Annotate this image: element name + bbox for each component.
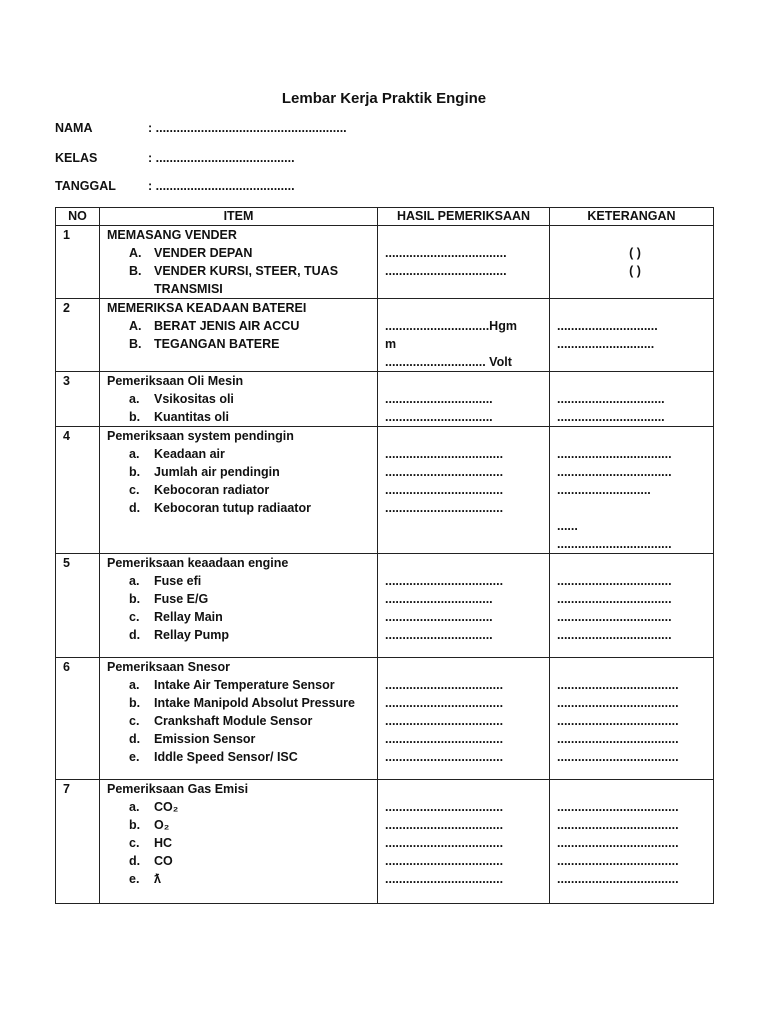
- sub-item-text: Kebocoran radiator: [154, 483, 270, 497]
- hasil-line[interactable]: ..................................: [385, 447, 504, 461]
- sub-item-text: Vsikositas oli: [154, 392, 234, 406]
- hasil-line[interactable]: ..................................: [385, 800, 504, 814]
- keterangan-cell[interactable]: [550, 372, 714, 427]
- keterangan-line[interactable]: ( ): [629, 264, 641, 278]
- hasil-cell[interactable]: [378, 554, 550, 658]
- keterangan-line[interactable]: ...................................: [557, 872, 679, 886]
- keterangan-line[interactable]: [557, 372, 713, 390]
- sub-item-marker: c.: [129, 483, 140, 497]
- col-header-hasil: HASIL PEMERIKSAAN: [378, 208, 550, 226]
- sub-item-text: HC: [154, 836, 173, 850]
- sub-item-marker: B.: [129, 264, 142, 278]
- sub-item: [107, 463, 377, 481]
- keterangan-line[interactable]: ...................................: [557, 714, 679, 728]
- sub-item: [107, 816, 377, 834]
- sub-item-text: Intake Air Temperature Sensor: [154, 678, 335, 692]
- hasil-line[interactable]: ............................. Volt: [385, 355, 512, 369]
- kelas-label: KELAS: [55, 151, 98, 165]
- keterangan-line[interactable]: ...................................: [557, 854, 679, 868]
- sub-item-marker: b.: [129, 465, 141, 479]
- sub-item-text: CO: [154, 854, 173, 868]
- col-header-keterangan: KETERANGAN: [550, 208, 714, 226]
- sub-item-marker: a.: [129, 392, 140, 406]
- sub-item: [107, 590, 377, 608]
- table-row: [56, 372, 714, 427]
- sub-item-marker: b.: [129, 696, 141, 710]
- col-header-item: ITEM: [100, 208, 378, 226]
- hasil-line[interactable]: ...............................: [385, 410, 493, 424]
- row-item-cell: [100, 226, 378, 299]
- row-item-title: Pemeriksaan system pendingin: [107, 429, 294, 443]
- row-item-title: Pemeriksaan Oli Mesin: [107, 374, 244, 388]
- keterangan-line[interactable]: ...................................: [557, 732, 679, 746]
- tanggal-field: [55, 179, 295, 193]
- sub-item: [107, 730, 377, 748]
- hasil-cell[interactable]: [378, 372, 550, 427]
- row-item-cell: [100, 372, 378, 427]
- sub-item: [107, 244, 377, 262]
- keterangan-line[interactable]: ...................................: [557, 818, 679, 832]
- keterangan-line[interactable]: .............................: [557, 319, 658, 333]
- hasil-line[interactable]: [385, 780, 549, 798]
- sub-item: [107, 608, 377, 626]
- sub-item: [107, 694, 377, 712]
- hasil-line[interactable]: ..................................: [385, 714, 504, 728]
- hasil-line[interactable]: [385, 299, 549, 317]
- hasil-cell[interactable]: [378, 780, 550, 904]
- hasil-cell[interactable]: [378, 226, 550, 299]
- sub-item: [107, 748, 377, 766]
- row-item-cell: [100, 658, 378, 780]
- keterangan-line[interactable]: ...................................: [557, 836, 679, 850]
- sub-item-text: VENDER DEPAN: [154, 246, 253, 260]
- nama-value: : .......................................................: [148, 121, 347, 135]
- row-item-title: MEMERIKSA KEADAAN BATEREI: [107, 301, 307, 315]
- hasil-line[interactable]: ..................................: [385, 483, 504, 497]
- keterangan-line[interactable]: .................................: [557, 628, 672, 642]
- hasil-line[interactable]: [385, 427, 549, 445]
- sub-item-marker: A.: [129, 319, 142, 333]
- hasil-line[interactable]: ..................................: [385, 732, 504, 746]
- sub-item-text: TEGANGAN BATERE: [154, 337, 280, 351]
- keterangan-line[interactable]: ...................................: [557, 800, 679, 814]
- sub-item-text: Crankshaft Module Sensor: [154, 714, 313, 728]
- sub-item: [107, 572, 377, 590]
- keterangan-line[interactable]: .................................: [557, 537, 672, 551]
- hasil-line[interactable]: [385, 372, 549, 390]
- row-number: 4: [56, 427, 100, 554]
- sub-item-marker: d.: [129, 854, 141, 868]
- hasil-line[interactable]: ...............................: [385, 592, 493, 606]
- hasil-line[interactable]: ..................................: [385, 836, 504, 850]
- sub-item: [107, 798, 377, 816]
- keterangan-cell[interactable]: [550, 299, 714, 372]
- row-number: 1: [56, 226, 100, 299]
- hasil-line[interactable]: [385, 658, 549, 676]
- sub-item-text: Emission Sensor: [154, 732, 256, 746]
- sub-item-marker: [129, 280, 154, 298]
- hasil-cell[interactable]: [378, 427, 550, 554]
- row-number: 6: [56, 658, 100, 780]
- hasil-line[interactable]: ...............................: [385, 628, 493, 642]
- sub-item-marker: d.: [129, 732, 141, 746]
- sub-item-text: Iddle Speed Sensor/ ISC: [154, 750, 298, 764]
- table-row: [56, 658, 714, 780]
- sub-item-marker: e.: [129, 872, 140, 886]
- sub-item-text: Keadaan air: [154, 447, 225, 461]
- row-item-cell: [100, 780, 378, 904]
- table-row: [56, 226, 714, 299]
- keterangan-line[interactable]: .................................: [557, 447, 672, 461]
- sub-item: [107, 626, 377, 644]
- tanggal-value: : ........................................: [148, 179, 295, 193]
- tanggal-label: TANGGAL: [55, 179, 116, 193]
- sub-item: [107, 834, 377, 852]
- kelas-field: [55, 151, 295, 165]
- sub-item-marker: d.: [129, 501, 141, 515]
- table-header-row: [56, 208, 714, 226]
- sub-item-marker: c.: [129, 714, 140, 728]
- hasil-line[interactable]: [385, 226, 549, 244]
- hasil-line[interactable]: ..................................: [385, 854, 504, 868]
- row-number: 3: [56, 372, 100, 427]
- keterangan-line[interactable]: [557, 299, 713, 317]
- sub-item: [107, 445, 377, 463]
- sub-item: [107, 499, 377, 517]
- nama-label: NAMA: [55, 121, 93, 135]
- hasil-line[interactable]: ..................................: [385, 465, 504, 479]
- keterangan-line[interactable]: .................................: [557, 465, 672, 479]
- row-item-cell: [100, 299, 378, 372]
- sub-item-marker: a.: [129, 800, 140, 814]
- keterangan-line[interactable]: [557, 780, 713, 798]
- sub-item-text: Rellay Pump: [154, 628, 230, 642]
- keterangan-line[interactable]: ...........................: [557, 483, 651, 497]
- sub-item-text: VENDER KURSI, STEER, TUAS: [154, 264, 339, 278]
- row-item-title: Pemeriksaan Snesor: [107, 660, 230, 674]
- sub-item: [107, 712, 377, 730]
- sub-item: [107, 408, 377, 426]
- keterangan-cell[interactable]: [550, 780, 714, 904]
- hasil-line[interactable]: ..................................: [385, 818, 504, 832]
- sub-item: [107, 280, 377, 298]
- row-item-cell: [100, 554, 378, 658]
- keterangan-line[interactable]: [557, 226, 713, 244]
- keterangan-line[interactable]: .................................: [557, 610, 672, 624]
- keterangan-line[interactable]: ...................................: [557, 678, 679, 692]
- sub-item-marker: d.: [129, 628, 141, 642]
- table-row: [56, 554, 714, 658]
- sub-item-marker: a.: [129, 678, 140, 692]
- keterangan-line[interactable]: .................................: [557, 592, 672, 606]
- sub-item-text: Kebocoran tutup radiaator: [154, 501, 311, 515]
- hasil-line[interactable]: ..................................: [385, 696, 504, 710]
- sub-item: [107, 870, 377, 888]
- sub-item-text: TRANSMISI: [154, 282, 223, 296]
- sub-item-marker: b.: [129, 410, 141, 424]
- hasil-line[interactable]: [385, 554, 549, 572]
- row-item-title: Pemeriksaan Gas Emisi: [107, 782, 249, 796]
- keterangan-line[interactable]: [557, 554, 713, 572]
- hasil-line[interactable]: ..................................: [385, 750, 504, 764]
- hasil-line[interactable]: ...................................: [385, 246, 507, 260]
- hasil-line[interactable]: m: [385, 337, 397, 351]
- sub-item-marker: A.: [129, 246, 142, 260]
- keterangan-cell[interactable]: [550, 427, 714, 554]
- sub-item-marker: e.: [129, 750, 140, 764]
- table-row: [56, 427, 714, 554]
- col-header-no: NO: [56, 208, 100, 226]
- keterangan-line[interactable]: ...............................: [557, 392, 665, 406]
- sub-item-marker: b.: [129, 592, 141, 606]
- sub-item-marker: a.: [129, 447, 140, 461]
- sub-item: [107, 335, 377, 353]
- keterangan-line[interactable]: [557, 499, 713, 517]
- sub-item-text: Jumlah air pendingin: [154, 465, 280, 479]
- sub-item-text: Kuantitas oli: [154, 410, 230, 424]
- sub-item: [107, 317, 377, 335]
- keterangan-line[interactable]: ............................: [557, 337, 655, 351]
- inspection-table: [55, 207, 714, 904]
- keterangan-line[interactable]: ( ): [629, 246, 641, 260]
- row-item-title: Pemeriksaan keaadaan engine: [107, 556, 289, 570]
- keterangan-line[interactable]: ...............................: [557, 410, 665, 424]
- keterangan-line[interactable]: .................................: [557, 574, 672, 588]
- hasil-line[interactable]: ...................................: [385, 264, 507, 278]
- sub-item: [107, 390, 377, 408]
- keterangan-line[interactable]: [557, 658, 713, 676]
- keterangan-line[interactable]: ...................................: [557, 696, 679, 710]
- sub-item: [107, 481, 377, 499]
- keterangan-cell[interactable]: [550, 554, 714, 658]
- sub-item-text: BERAT JENIS AIR ACCU: [154, 319, 300, 333]
- sub-item-text: Fuse E/G: [154, 592, 209, 606]
- hasil-line[interactable]: ..................................: [385, 678, 504, 692]
- sub-item-marker: a.: [129, 574, 140, 588]
- hasil-cell[interactable]: [378, 658, 550, 780]
- sub-item-text: Rellay Main: [154, 610, 223, 624]
- row-number: 7: [56, 780, 100, 904]
- sub-item: [107, 262, 377, 280]
- keterangan-line[interactable]: ......: [557, 519, 578, 533]
- sub-item: [107, 852, 377, 870]
- sub-item-text: Fuse efi: [154, 574, 202, 588]
- sub-item-text: ƛ: [154, 872, 161, 886]
- hasil-line[interactable]: ..................................: [385, 574, 504, 588]
- keterangan-line[interactable]: ...................................: [557, 750, 679, 764]
- sub-item-marker: B.: [129, 337, 142, 351]
- sub-item-text: CO₂: [154, 800, 179, 814]
- table-row: [56, 299, 714, 372]
- hasil-line[interactable]: ..............................Hgm: [385, 319, 517, 333]
- keterangan-cell[interactable]: [550, 658, 714, 780]
- sub-item-marker: c.: [129, 836, 140, 850]
- row-number: 5: [56, 554, 100, 658]
- hasil-line[interactable]: ..................................: [385, 872, 504, 886]
- row-item-cell: [100, 427, 378, 554]
- sub-item: [107, 676, 377, 694]
- hasil-line[interactable]: ...............................: [385, 610, 493, 624]
- nama-field: [55, 121, 347, 135]
- hasil-line[interactable]: ..................................: [385, 501, 504, 515]
- sub-item-marker: b.: [129, 818, 141, 832]
- kelas-value: : ........................................: [148, 151, 295, 165]
- page-title: Lembar Kerja Praktik Engine: [281, 90, 487, 107]
- sub-item-marker: c.: [129, 610, 140, 624]
- table-row: [56, 780, 714, 904]
- sub-item-text: O₂: [154, 818, 170, 832]
- keterangan-cell[interactable]: [550, 226, 714, 299]
- row-item-title: MEMASANG VENDER: [107, 228, 237, 242]
- hasil-cell[interactable]: [378, 299, 550, 372]
- keterangan-line[interactable]: [557, 427, 713, 445]
- hasil-line[interactable]: ...............................: [385, 392, 493, 406]
- row-number: 2: [56, 299, 100, 372]
- sub-item-text: Intake Manipold Absolut Pressure: [154, 696, 355, 710]
